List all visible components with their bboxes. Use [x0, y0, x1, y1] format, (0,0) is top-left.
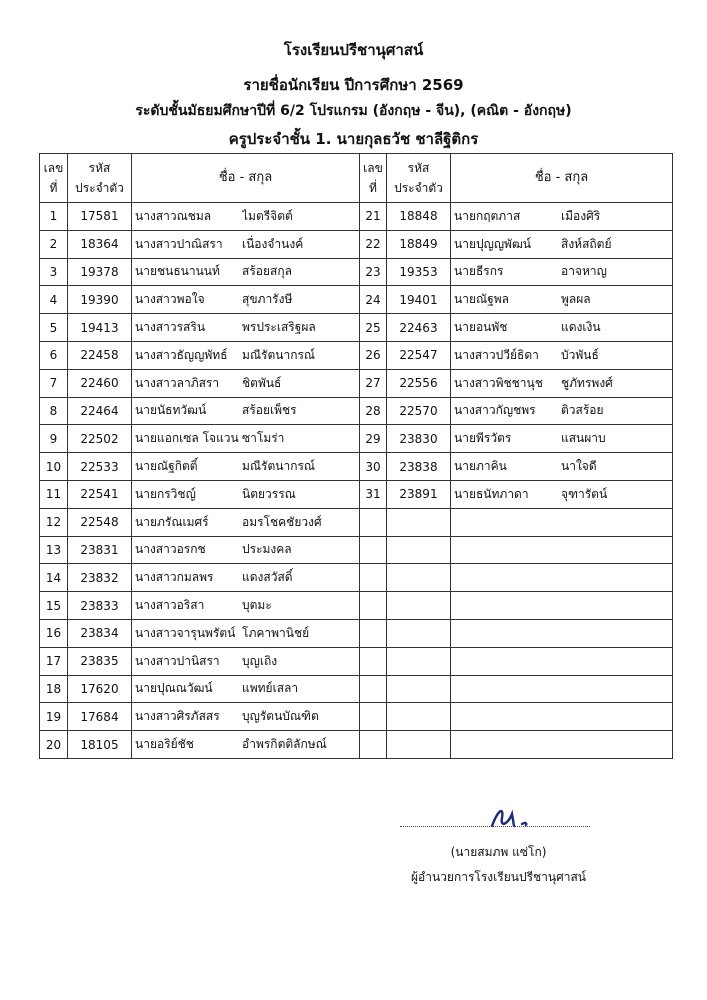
student-number [360, 647, 387, 675]
student-name-cell [132, 230, 360, 258]
student-code: 22463 [387, 314, 451, 342]
student-code: 18849 [387, 230, 451, 258]
student-number: 18 [40, 675, 68, 703]
student-number: 28 [360, 397, 387, 425]
table-row [40, 703, 673, 731]
student-first-name: นายพีรวัตร [454, 431, 512, 446]
student-code: 17581 [68, 203, 132, 231]
student-code [387, 703, 451, 731]
student-last-name: เมืองศิริ [561, 208, 601, 223]
student-number: 26 [360, 341, 387, 369]
student-name-cell [132, 647, 360, 675]
student-name-cell [132, 397, 360, 425]
student-number: 21 [360, 203, 387, 231]
student-name-cell [451, 258, 673, 286]
director-title: ผู้อำนวยการโรงเรียนปรีชานุศาสน์ [411, 870, 586, 884]
header-full-name: ชื่อ - สกุล [132, 154, 360, 203]
student-code: 23838 [387, 453, 451, 481]
student-code: 23891 [387, 480, 451, 508]
list-title: รายชื่อนักเรียน ปีการศึกษา 2569 [243, 76, 464, 94]
student-code: 22502 [68, 425, 132, 453]
student-code [387, 675, 451, 703]
student-number: 4 [40, 286, 68, 314]
table-row [40, 536, 673, 564]
student-number: 23 [360, 258, 387, 286]
student-number: 29 [360, 425, 387, 453]
student-first-name: นางสาวอรกช [135, 542, 206, 557]
student-first-name: นางสาวณชมล [135, 208, 212, 223]
student-code: 19401 [387, 286, 451, 314]
student-name-cell [132, 731, 360, 759]
table-row [40, 675, 673, 703]
signature-line [400, 826, 590, 827]
student-first-name: นางสาวปวีย์ธิดา [454, 347, 539, 362]
student-last-name: บัวพันธ์ [561, 347, 599, 362]
student-code: 23834 [68, 619, 132, 647]
student-first-name: นางสาวกัญชพร [454, 403, 536, 418]
table-row [40, 480, 673, 508]
student-last-name: แสนผาบ [561, 431, 606, 446]
student-code: 17684 [68, 703, 132, 731]
student-first-name: นางสาวพอใจ [135, 292, 205, 307]
student-number [360, 619, 387, 647]
table-row [40, 203, 673, 231]
student-name-cell [451, 453, 673, 481]
student-first-name: นางสาวรสริน [135, 320, 206, 335]
director-name: (นายสมภพ แซ่โก) [450, 845, 547, 859]
student-first-name: นายณัฐพล [454, 292, 509, 307]
student-number: 27 [360, 369, 387, 397]
student-first-name: นางสาวปานิสรา [135, 653, 220, 668]
student-name-cell [132, 508, 360, 536]
director-signature [478, 796, 548, 836]
student-number: 19 [40, 703, 68, 731]
student-last-name: อมรโชคชัยวงศ์ [242, 514, 322, 529]
student-name-cell [451, 314, 673, 342]
header-number: เลข ที่ [360, 154, 387, 203]
table-row [40, 731, 673, 759]
student-number [360, 508, 387, 536]
student-last-name: นาใจดี [561, 459, 597, 474]
student-name-cell [132, 675, 360, 703]
table-row [40, 230, 673, 258]
student-last-name: สร้อยเพ็ชร [242, 403, 297, 418]
table-row [40, 619, 673, 647]
student-name-cell [451, 397, 673, 425]
student-number: 8 [40, 397, 68, 425]
student-last-name: พูลผล [561, 292, 591, 307]
student-code: 19378 [68, 258, 132, 286]
student-name-cell [451, 341, 673, 369]
table-row [40, 508, 673, 536]
student-number: 22 [360, 230, 387, 258]
student-number: 7 [40, 369, 68, 397]
header-number: เลข ที่ [40, 154, 68, 203]
student-first-name: นางสาวลาภิสรา [135, 375, 220, 390]
student-name-cell [451, 647, 673, 675]
school-name: โรงเรียนปรีชานุศาสน์ [283, 41, 424, 59]
table-row [40, 592, 673, 620]
student-code: 22533 [68, 453, 132, 481]
student-number: 25 [360, 314, 387, 342]
header-student-code: รหัส ประจำตัว [387, 154, 451, 203]
student-code [387, 508, 451, 536]
student-first-name: นางสาวอริสา [135, 598, 205, 613]
student-name-cell [132, 564, 360, 592]
table-row [40, 369, 673, 397]
student-name-cell [451, 286, 673, 314]
student-name-cell [132, 619, 360, 647]
student-number: 30 [360, 453, 387, 481]
student-code: 18364 [68, 230, 132, 258]
student-code: 23835 [68, 647, 132, 675]
student-number: 5 [40, 314, 68, 342]
student-first-name: นางสาวพิชชานุช [454, 375, 543, 390]
student-first-name: นายนัธทวัฒน์ [135, 403, 207, 418]
student-code [387, 619, 451, 647]
student-number: 13 [40, 536, 68, 564]
student-first-name: นายแอกเซล โจแวน [135, 431, 239, 446]
student-name-cell [132, 592, 360, 620]
student-first-name: นางสาวกมลพร [135, 570, 214, 585]
student-first-name: นายณัฐกิตติ์ [135, 459, 198, 474]
student-number [360, 731, 387, 759]
student-last-name: ซาโมร่า [242, 431, 285, 446]
student-last-name: ชิตพันธ์ [242, 375, 282, 390]
student-name-cell [451, 230, 673, 258]
header-full-name: ชื่อ - สกุล [451, 154, 673, 203]
student-name-cell [451, 536, 673, 564]
student-first-name: นายปุญญพัฒน์ [454, 236, 531, 251]
student-code: 23832 [68, 564, 132, 592]
student-number: 31 [360, 480, 387, 508]
student-code: 22458 [68, 341, 132, 369]
student-code: 22547 [387, 341, 451, 369]
student-number [360, 703, 387, 731]
student-number: 16 [40, 619, 68, 647]
table-row [40, 314, 673, 342]
student-first-name: นางสาวศิรภัสสร [135, 709, 220, 724]
homeroom-teacher: ครูประจำชั้น 1. นายกุลธวัช ชาลีฐิติกร [228, 130, 479, 148]
student-last-name: แดงเงิน [561, 320, 601, 335]
student-number: 1 [40, 203, 68, 231]
student-name-cell [132, 369, 360, 397]
student-name-cell [451, 203, 673, 231]
student-last-name: สิงห์สถิตย์ [561, 236, 612, 251]
student-code [387, 564, 451, 592]
student-first-name: นายชนธนานนท์ [135, 264, 220, 279]
student-first-name: นายกรวิชญ์ [135, 486, 196, 501]
student-first-name: นางสาวธัญญพัทธ์ [135, 347, 228, 362]
student-last-name: สุขภารังษี [242, 292, 293, 307]
student-name-cell [451, 731, 673, 759]
student-name-cell [451, 564, 673, 592]
student-last-name: บุญเถิง [242, 653, 278, 668]
student-code: 22460 [68, 369, 132, 397]
student-code: 22570 [387, 397, 451, 425]
student-code [387, 592, 451, 620]
student-code: 22541 [68, 480, 132, 508]
table-row [40, 453, 673, 481]
student-number: 10 [40, 453, 68, 481]
student-number [360, 564, 387, 592]
student-number: 3 [40, 258, 68, 286]
student-number: 2 [40, 230, 68, 258]
student-code: 18105 [68, 731, 132, 759]
student-first-name: นายกฤตภาส [454, 208, 521, 223]
student-code: 22556 [387, 369, 451, 397]
student-last-name: แดงสวัสดิ์ [242, 570, 293, 585]
student-first-name: นายภรัณเมศร์ [135, 514, 209, 529]
student-roster-table [39, 153, 673, 759]
student-last-name: บุตมะ [242, 598, 272, 613]
table-row [40, 425, 673, 453]
table-row [40, 286, 673, 314]
student-last-name: จุฑารัตน์ [561, 486, 608, 501]
student-number: 17 [40, 647, 68, 675]
student-code: 23830 [387, 425, 451, 453]
student-last-name: ประมงคล [242, 542, 292, 557]
student-name-cell [132, 480, 360, 508]
student-number: 20 [40, 731, 68, 759]
student-first-name: นายภาคิน [454, 459, 507, 474]
student-code: 22464 [68, 397, 132, 425]
student-name-cell [451, 592, 673, 620]
student-last-name: ติวสร้อย [561, 403, 604, 418]
student-last-name: ชูภัทรพงศ์ [561, 375, 613, 390]
student-number: 9 [40, 425, 68, 453]
student-number: 6 [40, 341, 68, 369]
student-code: 18848 [387, 203, 451, 231]
class-program: ระดับชั้นมัธยมศึกษาปีที่ 6/2 โปรแกรม (อังกฤษ - จีน), (คณิต - อังกฤษ) [135, 103, 572, 119]
student-name-cell [451, 619, 673, 647]
student-name-cell [132, 453, 360, 481]
student-code: 22548 [68, 508, 132, 536]
student-number [360, 675, 387, 703]
student-last-name: บุญรัตนบัณฑิต [242, 709, 319, 724]
student-last-name: นิตยวรรณ [242, 486, 296, 501]
student-code [387, 647, 451, 675]
student-last-name: อาจหาญ [561, 264, 607, 279]
student-name-cell [451, 369, 673, 397]
table-row [40, 647, 673, 675]
student-first-name: นายธนัทภาดา [454, 486, 529, 501]
student-first-name: นางสาวจารุนพรัตน์ [135, 625, 236, 640]
student-name-cell [132, 203, 360, 231]
student-last-name: พรประเสริฐผล [242, 320, 316, 335]
student-first-name: นางสาวปาณิสรา [135, 236, 223, 251]
student-first-name: นายอนพัช [454, 320, 508, 335]
student-code: 19413 [68, 314, 132, 342]
student-last-name: เนื่องจำนงค์ [242, 236, 304, 251]
student-last-name: อำพรกิตติลักษณ์ [242, 737, 327, 752]
student-first-name: นายอริย์ชัช [135, 737, 194, 752]
table-row [40, 258, 673, 286]
table-row [40, 564, 673, 592]
student-number [360, 592, 387, 620]
student-last-name: สร้อยสกุล [242, 264, 292, 279]
student-last-name: ไมตรีจิตต์ [242, 208, 293, 223]
student-code: 19390 [68, 286, 132, 314]
student-name-cell [132, 258, 360, 286]
table-row [40, 397, 673, 425]
student-name-cell [132, 425, 360, 453]
student-code: 19353 [387, 258, 451, 286]
student-name-cell [451, 508, 673, 536]
student-last-name: โภคาพานิชย์ [242, 625, 310, 640]
student-name-cell [132, 286, 360, 314]
student-name-cell [132, 703, 360, 731]
student-last-name: แพทย์เสลา [242, 681, 299, 696]
header-student-code: รหัส ประจำตัว [68, 154, 132, 203]
student-code: 17620 [68, 675, 132, 703]
student-number: 11 [40, 480, 68, 508]
student-name-cell [451, 425, 673, 453]
student-number [360, 536, 387, 564]
student-code [387, 536, 451, 564]
student-first-name: นายธีรกร [454, 264, 504, 279]
student-number: 14 [40, 564, 68, 592]
student-number: 24 [360, 286, 387, 314]
table-row [40, 341, 673, 369]
student-name-cell [451, 675, 673, 703]
student-name-cell [451, 703, 673, 731]
student-last-name: มณีรัตนากรณ์ [242, 459, 316, 474]
student-name-cell [132, 341, 360, 369]
student-name-cell [132, 536, 360, 564]
student-number: 15 [40, 592, 68, 620]
student-code: 23831 [68, 536, 132, 564]
student-code [387, 731, 451, 759]
student-number: 12 [40, 508, 68, 536]
student-last-name: มณีรัตนากรณ์ [242, 347, 316, 362]
student-first-name: นายปุณณวัฒน์ [135, 681, 213, 696]
student-code: 23833 [68, 592, 132, 620]
student-name-cell [132, 314, 360, 342]
student-name-cell [451, 480, 673, 508]
table-header-row [40, 154, 673, 203]
